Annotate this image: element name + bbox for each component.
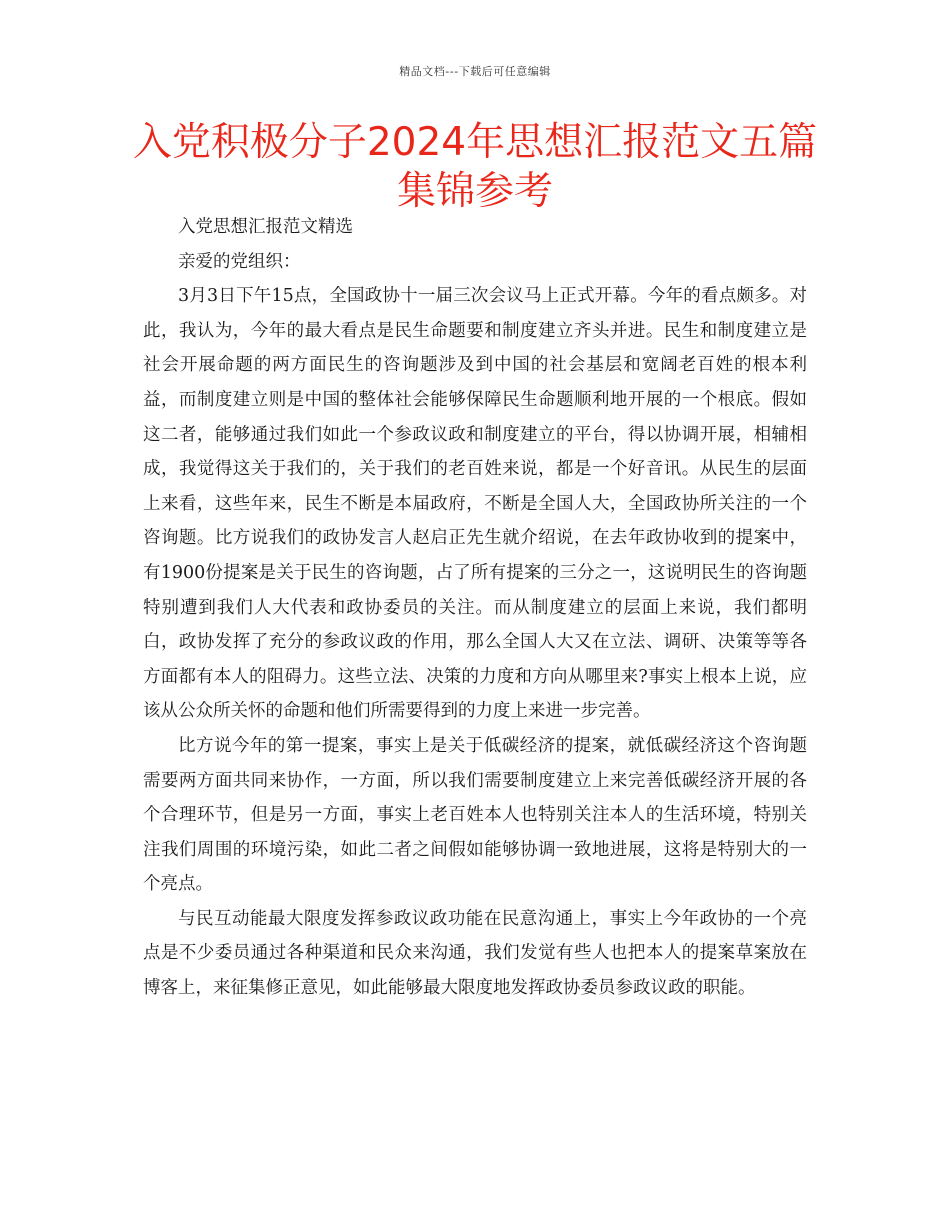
document-body (143, 210, 807, 1006)
paragraph-3: 与民互动能最大限度发挥参政议政功能在民意沟通上，事实上今年政协的一个亮点是不少委员通过各种渠道和民众来沟通，我们发觉有些人也把本人的提案草案放在博客上，来征集修正意见，如此能够最大限度地发挥政协委员参政议政的职能。 (143, 908, 807, 999)
header-note: 精品文档---下载后可任意编辑 (399, 65, 551, 78)
salutation: 亲爱的党组织： (178, 251, 301, 272)
paragraph-1: 3月3日下午15点，全国政协十一届三次会议马上正式开幕。今年的看点颇多。对此，我认为，今年的最大看点是民生命题要和制度建立齐头并进。民生和制度建立是社会开展命题的两方面民生的咨询题涉及到中国的社会基层和宽阔老百姓的根本利益，而制度建立则是中国的整体社会能够保障民生命题顺利地开展的一个根底。假如这二者，能够通过我们如此一个参政议政和制度建立的平台，得以协调开展，相辅相成，我觉得这关于我们的，关于我们的老百姓来说，都是一个好音讯。从民生的层面上来看，这些年来，民生不断是本届政府，不断是全国人大，全国政协所关注的一个咨询题。比方说我们的政协发言人赵启正先生就介绍说，在去年政协收到的提案中，有1900份提案是关于民生的咨询题，占了所有提案的三分之一，这说明民生的咨询题特别遭到我们人大代表和政协委员的关注。而从制度建立的层面上来说，我们都明白，政协发挥了充分的参政议政的作用，那么全国人大又在立法、调研、决策等等各方面都有本人的阻碍力。这些立法、决策的力度和方向从哪里来?事实上根本上说，应该从公众所关怀的命题和他们所需要得到的力度上来进一步完善。 (143, 286, 807, 722)
document-subtitle: 入党思想汇报范文精选 (178, 217, 353, 237)
paragraph-2: 比方说今年的第一提案，事实上是关于低碳经济的提案，就低碳经济这个咨询题需要两方面共同来协作，一方面，所以我们需要制度建立上来完善低碳经济开展的各个合理环节，但是另一方面，事实上老百姓本人也特别关注本人的生活环境，特别关注我们周围的环境污染，如此二者之间假如能够协调一致地进展，这将是特别大的一个亮点。 (143, 735, 807, 895)
document-title: 入党积极分子2024年思想汇报范文五篇集锦参考 (132, 120, 818, 214)
